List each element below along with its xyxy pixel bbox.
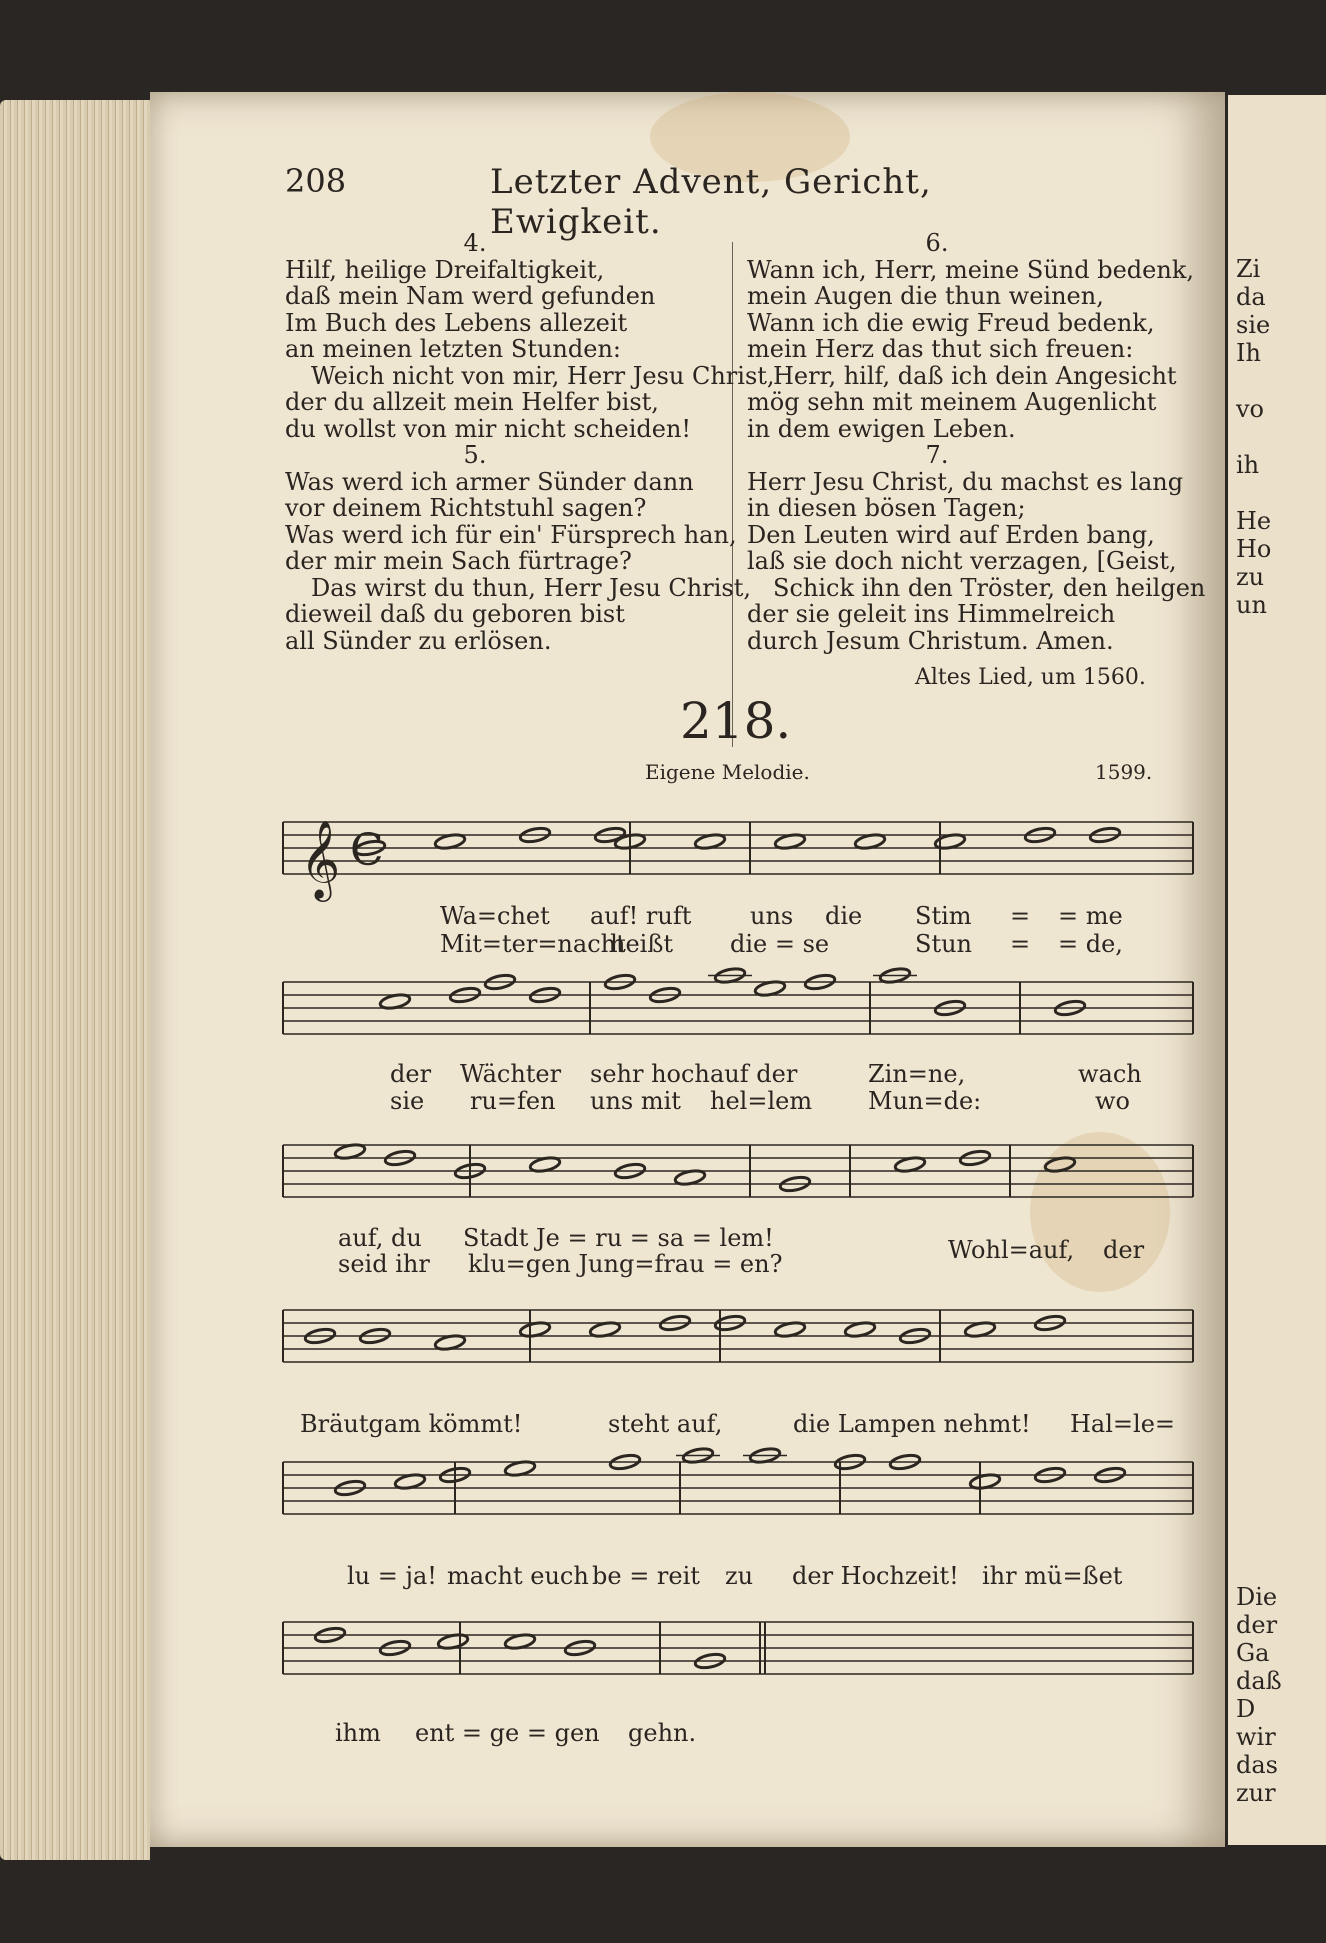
- lyric-word: auf! ruft: [590, 902, 692, 930]
- verse-line: mein Herz das thut sich freuen:: [747, 335, 1134, 363]
- verse-line: durch Jesum Christum. Amen.: [747, 626, 1114, 655]
- fragment: wir: [1236, 1723, 1276, 1751]
- lyric-word: der: [1103, 1236, 1145, 1264]
- verse-line: Weich nicht von mir, Herr Jesu Christ,: [311, 361, 775, 390]
- verse-line: Was werd ich für ein' Fürsprech han,: [285, 520, 737, 549]
- verse-number: 6.: [925, 229, 949, 257]
- fragment: das: [1236, 1751, 1278, 1779]
- lyric-word: =: [1010, 930, 1031, 958]
- fragment: daß: [1236, 1667, 1282, 1695]
- lyric-word: Hal=le=: [1070, 1410, 1176, 1438]
- verse-number: 7.: [925, 441, 949, 469]
- lyric-word: wo: [1095, 1087, 1130, 1115]
- page-number: 208: [285, 162, 347, 200]
- verse-line: Im Buch des Lebens allezeit: [285, 308, 628, 337]
- lyric-word: die: [825, 902, 863, 930]
- verse-line: in dem ewigen Leben.: [747, 414, 1016, 443]
- lyric-word: seid ihr: [338, 1250, 430, 1278]
- running-title: Letzter Advent, Gericht, Ewigkeit.: [490, 162, 932, 242]
- verse-line: der sie geleit ins Himmelreich: [747, 600, 1116, 628]
- fragment: Ho: [1236, 535, 1272, 563]
- lyric-word: Zin=ne,: [868, 1060, 966, 1088]
- fragment: sie: [1236, 311, 1271, 339]
- lyric-word: die Lampen nehmt!: [793, 1410, 1031, 1438]
- lyric-word: der: [390, 1060, 432, 1088]
- fragment: da: [1236, 283, 1266, 311]
- fragment: der: [1236, 1611, 1278, 1639]
- lyric-word: auf der: [710, 1060, 798, 1088]
- lyric-word: Stun: [915, 930, 972, 958]
- verse-number: 5.: [463, 441, 487, 469]
- fragment: Ih: [1236, 339, 1261, 367]
- verse-line: mein Augen die thun weinen,: [747, 282, 1104, 310]
- lyric-word: ru=fen: [470, 1087, 556, 1115]
- lyric-word: Wa=chet: [440, 902, 550, 930]
- lyric-word: be = reit: [592, 1562, 700, 1590]
- verse-line: Hilf, heilige Dreifaltigkeit,: [285, 255, 605, 284]
- fragment: un: [1236, 591, 1267, 619]
- lyric-word: uns mit: [590, 1087, 681, 1115]
- verse-line: in diesen bösen Tagen;: [747, 494, 1026, 522]
- lyric-word: klu=gen Jung=frau = en?: [468, 1250, 783, 1278]
- verse-line: der mir mein Sach fürtrage?: [285, 547, 632, 575]
- lyric-word: Stim: [915, 902, 972, 930]
- verse-line: all Sünder zu erlösen.: [285, 626, 552, 655]
- lyric-word: ent = ge = gen: [415, 1719, 600, 1747]
- lyric-word: Wohl=auf,: [948, 1236, 1075, 1264]
- lyric-word: wach: [1078, 1060, 1142, 1088]
- common-time-icon: C: [350, 825, 384, 876]
- lyric-word: heißt: [610, 930, 674, 958]
- verse-line: Herr Jesu Christ, du machst es lang: [747, 467, 1184, 496]
- verse-line: an meinen letzten Stunden:: [285, 335, 621, 363]
- verse-line: Schick ihn den Tröster, den heilgen: [773, 573, 1206, 602]
- facing-page-edge: [1228, 95, 1326, 1845]
- lyric-word: steht auf,: [608, 1410, 723, 1438]
- verse-line: daß mein Nam werd gefunden: [285, 282, 656, 310]
- lyric-word: ihr mü=ßet: [982, 1562, 1123, 1590]
- lyric-word: zu: [725, 1562, 754, 1590]
- lyric-word: die = se: [730, 930, 830, 958]
- verse-line: laß sie doch nicht verzagen, [Geist,: [747, 547, 1177, 575]
- verse-line: dieweil daß du geboren bist: [285, 600, 625, 628]
- lyric-word: Stadt Je = ru = sa = lem!: [463, 1224, 774, 1252]
- verse-number: 4.: [463, 229, 487, 257]
- verse-line: Den Leuten wird auf Erden bang,: [747, 520, 1155, 549]
- lyric-word: hel=lem: [710, 1087, 813, 1115]
- lyric-word: ihm: [335, 1719, 381, 1747]
- hymn-number: 218.: [680, 692, 792, 750]
- lyric-word: sie: [390, 1087, 425, 1115]
- fragment: Die: [1236, 1583, 1278, 1611]
- fragment: Ga: [1236, 1639, 1270, 1667]
- verse-line: Das wirst du thun, Herr Jesu Christ,: [311, 573, 751, 602]
- verse-line: Herr, hilf, daß ich dein Angesicht: [773, 361, 1177, 390]
- lyric-word: Bräutgam kömmt!: [300, 1410, 523, 1438]
- verse-line: vor deinem Richtstuhl sagen?: [285, 494, 647, 522]
- treble-clef-icon: 𝄞: [300, 820, 341, 899]
- lyric-word: lu = ja!: [347, 1562, 437, 1590]
- fragment: Zi: [1236, 255, 1261, 283]
- book-page-edges: [0, 100, 150, 1860]
- hymnal-page: [150, 92, 1225, 1847]
- melody-label: Eigene Melodie.: [645, 760, 810, 784]
- verse-line: Wann ich die ewig Freud bedenk,: [747, 308, 1155, 337]
- lyric-word: uns: [750, 902, 794, 930]
- lyric-word: gehn.: [628, 1719, 697, 1747]
- lyric-word: auf, du: [338, 1224, 422, 1252]
- fragment: D: [1236, 1695, 1256, 1723]
- fragment: zu: [1236, 563, 1265, 591]
- lyric-word: Mit=ter=nacht: [440, 930, 626, 958]
- lyric-word: = de,: [1058, 930, 1123, 958]
- fragment: ih: [1236, 451, 1260, 479]
- lyric-word: = me: [1058, 902, 1123, 930]
- hymn-attribution: Altes Lied, um 1560.: [915, 665, 1146, 690]
- lyric-word: der Hochzeit!: [792, 1562, 959, 1590]
- lyric-word: =: [1010, 902, 1031, 930]
- lyric-word: Wächter: [460, 1060, 562, 1088]
- verse-line: der du allzeit mein Helfer bist,: [285, 388, 659, 416]
- verse-line: mög sehn mit meinem Augenlicht: [747, 388, 1157, 416]
- lyric-word: macht euch: [447, 1562, 589, 1590]
- verse-line: du wollst von mir nicht scheiden!: [285, 414, 692, 443]
- verse-line: Wann ich, Herr, meine Sünd bedenk,: [747, 255, 1194, 284]
- lyric-word: sehr hoch: [590, 1060, 710, 1088]
- fragment: vo: [1236, 395, 1265, 423]
- fragment: zur: [1236, 1779, 1276, 1807]
- lyric-word: Mun=de:: [868, 1087, 982, 1115]
- melody-year: 1599.: [1095, 760, 1153, 784]
- fragment: He: [1236, 507, 1272, 535]
- verse-line: Was werd ich armer Sünder dann: [285, 467, 694, 496]
